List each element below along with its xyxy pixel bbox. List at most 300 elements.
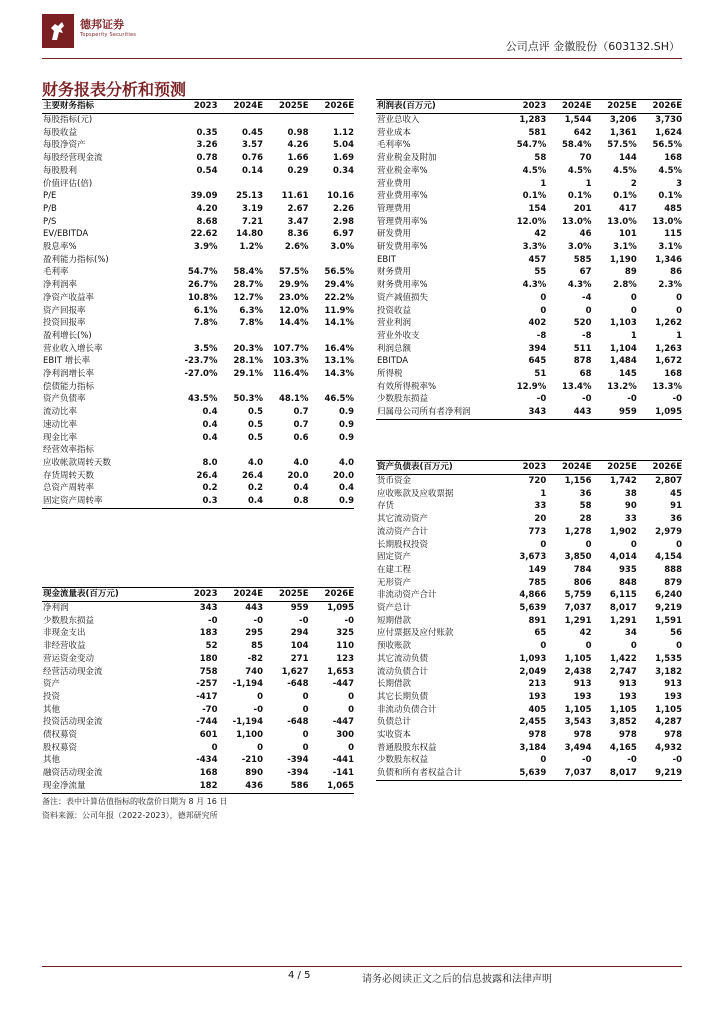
row-label: 毛利率 (43, 267, 69, 278)
row-label: 有效所得税率% (377, 381, 437, 392)
row-label: 营业费用 (377, 178, 412, 189)
table-row (42, 139, 354, 152)
value-cell: 1,361 (609, 127, 637, 138)
section-title: 财务报表分析和预测 (42, 80, 187, 99)
row-label: EV/EBITDA (43, 229, 89, 240)
value-cell: 89 (624, 267, 637, 278)
year-header-cell: 2025E (592, 461, 637, 475)
value-cell: 4.0 (293, 457, 309, 468)
row-label: 负债总计 (377, 717, 412, 728)
value-cell: 48.1% (279, 394, 309, 405)
value-cell: 29.9% (279, 280, 309, 291)
row-label: P/S (43, 216, 57, 227)
value-cell: 1 (585, 178, 592, 189)
value-cell: 891 (528, 615, 547, 626)
value-cell: 402 (528, 318, 547, 329)
value-cell: 4.0 (338, 457, 354, 468)
table-row (42, 254, 354, 267)
value-cell: 0 (302, 730, 309, 741)
value-cell: -434 (196, 755, 218, 766)
value-cell: 0 (540, 305, 547, 316)
value-cell: 58 (534, 153, 547, 164)
value-cell: 54.7% (188, 267, 218, 278)
value-cell: 58 (579, 501, 592, 512)
value-cell: 28.1% (233, 356, 263, 367)
value-cell: 0.9 (338, 407, 354, 418)
table-row (376, 254, 682, 267)
table-row (42, 653, 354, 666)
value-cell: 1,346 (655, 254, 682, 265)
value-cell: 2.6% (284, 242, 309, 253)
row-label: 盈利能力指标(%) (43, 254, 109, 265)
value-cell: 0.35 (196, 127, 218, 138)
value-cell: 1,627 (281, 666, 309, 677)
table-row (42, 704, 354, 717)
value-cell: 22.62 (190, 229, 218, 240)
value-cell: 13.4% (562, 381, 592, 392)
table-row (376, 279, 682, 292)
row-label: 营业总收入 (377, 115, 420, 125)
value-cell: 935 (619, 564, 637, 575)
value-cell: 3.9% (193, 242, 218, 253)
table-row (376, 488, 682, 501)
row-label: 其它长期负债 (377, 691, 429, 702)
value-cell: 1,262 (655, 318, 682, 329)
value-cell: 193 (573, 691, 592, 702)
value-cell: 3,494 (564, 742, 592, 753)
value-cell: 14.3% (324, 369, 354, 380)
value-cell: -0 (344, 615, 354, 626)
value-cell: 67 (579, 267, 592, 278)
value-cell: 7.8% (193, 318, 218, 329)
row-label: 管理费用率% (377, 216, 428, 227)
value-cell: 2.8% (613, 280, 637, 291)
row-label: 营业利润 (377, 318, 412, 329)
value-cell: 1,105 (609, 704, 637, 715)
value-cell: 325 (336, 628, 354, 639)
value-cell: 26.4 (242, 470, 263, 481)
value-cell: 457 (528, 254, 547, 265)
value-cell: 193 (664, 691, 682, 702)
table-row (42, 343, 354, 356)
value-cell: 1,291 (564, 615, 592, 626)
row-label: 应收帐款周转天数 (43, 457, 112, 468)
row-label: 价值评估(倍) (43, 178, 93, 189)
value-cell: 26.4 (196, 470, 218, 481)
table-row (376, 729, 682, 742)
table-row (42, 615, 354, 628)
value-cell: -27.0% (184, 369, 218, 380)
value-cell: 3.1% (613, 242, 637, 253)
value-cell: 1,653 (327, 666, 354, 677)
table-row (376, 393, 682, 406)
value-cell: 58.4% (233, 267, 263, 278)
value-cell: 4,165 (609, 742, 637, 753)
table-row (376, 704, 682, 717)
table-row (376, 551, 682, 564)
row-label: 融资活动现金流 (43, 768, 103, 779)
table-row (42, 729, 354, 742)
value-cell: 0.2 (247, 483, 263, 494)
table-row (42, 292, 354, 305)
value-cell: 0 (540, 755, 547, 766)
table-row (376, 114, 682, 127)
value-cell: 182 (172, 780, 218, 793)
row-label: 净利润率 (43, 280, 78, 291)
row-label: 应收账款及应收票据 (377, 488, 454, 499)
value-cell: 6,115 (609, 590, 637, 601)
value-cell: 585 (573, 254, 592, 265)
value-cell: 13.2% (607, 381, 637, 392)
value-cell (263, 381, 309, 394)
value-cell: 959 (592, 406, 637, 419)
table-row (42, 691, 354, 704)
year-header-cell: 2025E (263, 100, 309, 114)
table-row (376, 330, 682, 343)
table-row (376, 513, 682, 526)
value-cell: 7,037 (564, 603, 592, 614)
table-row (376, 406, 682, 419)
value-cell: 2,979 (655, 526, 682, 537)
value-cell: 0.4 (202, 419, 218, 430)
value-cell: 785 (528, 577, 547, 588)
value-cell: 85 (251, 641, 263, 652)
value-cell: 978 (573, 730, 592, 741)
value-cell: 1,095 (637, 406, 682, 419)
value-cell (263, 330, 309, 343)
value-cell: 878 (573, 356, 592, 367)
value-cell: 0 (302, 742, 309, 753)
table-row (42, 678, 354, 691)
row-label: 偿债能力指标 (43, 381, 95, 392)
value-cell: 485 (664, 203, 682, 214)
value-cell: 642 (573, 127, 592, 138)
table-row (42, 432, 354, 445)
table-row (42, 178, 354, 191)
value-cell: 3,850 (564, 552, 592, 563)
value-cell: 0 (348, 742, 354, 753)
row-label: 净利润 (43, 603, 69, 613)
value-cell: 213 (528, 679, 547, 690)
year-header-cell: 2024E (218, 100, 264, 114)
value-cell: 394 (528, 343, 547, 354)
value-cell: 1,093 (519, 653, 547, 664)
value-cell: 0.2 (202, 483, 218, 494)
table-row (42, 190, 354, 203)
value-cell: 0.6 (293, 432, 309, 443)
row-label: EBIT (377, 254, 396, 265)
table-row (42, 203, 354, 216)
value-cell: 1,535 (655, 653, 682, 664)
value-cell: 4,287 (655, 717, 682, 728)
table-row (42, 216, 354, 229)
value-cell: 2.67 (287, 203, 309, 214)
value-cell: 68 (579, 369, 592, 380)
row-label: 存货 (377, 501, 395, 512)
value-cell: 36 (579, 488, 592, 499)
table-row (42, 241, 354, 254)
value-cell: -210 (241, 755, 263, 766)
row-label: 每股股利 (43, 165, 78, 176)
value-cell: 9,219 (655, 603, 682, 614)
row-label: 预收账款 (377, 641, 412, 652)
value-cell: 12.0% (516, 216, 547, 227)
row-label: 速动比率 (43, 419, 78, 430)
value-cell: 91 (670, 501, 682, 512)
value-cell: 3.57 (242, 140, 263, 151)
table-row (376, 678, 682, 691)
value-cell: 0 (302, 691, 309, 702)
value-cell: 0.45 (242, 127, 263, 138)
value-cell: 0.8 (263, 495, 309, 508)
value-cell (263, 254, 309, 267)
brand-name-en: Topsperity Securities (80, 32, 137, 38)
value-cell: 2 (630, 178, 637, 189)
table-row (42, 152, 354, 165)
row-label: 货币资金 (377, 476, 412, 486)
value-cell: 0.4 (338, 483, 354, 494)
value-cell: 300 (336, 730, 354, 741)
row-label: 其它流动资产 (377, 514, 429, 525)
row-label: 负债和所有者权益合计 (376, 767, 501, 780)
disclaimer-text: 请务必阅读正文之后的信息披露和法律声明 (362, 974, 552, 985)
value-cell: 43.5% (188, 394, 218, 405)
value-cell (172, 254, 218, 267)
table-row (376, 139, 682, 152)
value-cell: 0.9 (338, 419, 354, 430)
cash-flow-statement-table (42, 587, 354, 794)
value-cell: 978 (528, 730, 547, 741)
value-cell: 28.7% (233, 280, 263, 291)
value-cell: 4,154 (655, 552, 682, 563)
value-cell (218, 444, 264, 457)
value-cell: -0 (627, 394, 637, 405)
row-label: 营业税金率% (377, 165, 428, 176)
value-cell (309, 381, 355, 394)
value-cell: 90 (624, 501, 637, 512)
value-cell: 22.2% (324, 292, 354, 303)
value-cell: 4.5% (522, 165, 547, 176)
table-row (376, 127, 682, 140)
value-cell: -441 (332, 755, 354, 766)
value-cell: 511 (573, 343, 592, 354)
table-row (376, 640, 682, 653)
value-cell (172, 178, 218, 191)
value-cell: 4.5% (567, 165, 592, 176)
value-cell: 1,105 (564, 704, 592, 715)
value-cell: 3.19 (242, 203, 263, 214)
value-cell: 0.1% (567, 191, 592, 202)
row-label: 其他 (43, 755, 61, 766)
value-cell: 5,759 (564, 590, 592, 601)
value-cell: 0 (630, 305, 637, 316)
value-cell: 20.3% (233, 343, 263, 354)
table-title-cell: 现金流量表(百万元) (42, 588, 172, 602)
table-row (42, 602, 354, 615)
value-cell: 959 (290, 603, 309, 613)
row-label: 在建工程 (377, 564, 412, 575)
table-row (376, 266, 682, 279)
row-label: 营运资金变动 (43, 653, 95, 664)
value-cell (218, 178, 264, 191)
value-cell: 25.13 (236, 191, 263, 202)
value-cell: 14.4% (279, 318, 309, 329)
value-cell: 1,283 (519, 115, 547, 125)
value-cell: 4.3% (567, 280, 592, 291)
row-label: 流动负债合计 (377, 666, 429, 677)
key-financial-indicators-table (42, 99, 354, 509)
value-cell: 3 (676, 178, 682, 189)
year-header-cell: 2024E (546, 100, 591, 114)
value-cell: 417 (619, 203, 637, 214)
income-statement-table (376, 99, 682, 420)
row-label: 总资产周转率 (43, 483, 95, 494)
value-cell: 42 (534, 229, 547, 240)
value-cell: 3,852 (609, 717, 637, 728)
row-label: 投资 (43, 691, 61, 702)
value-cell: 11.9% (324, 305, 354, 316)
value-cell: 13.1% (324, 356, 354, 367)
balance-sheet-table (376, 460, 682, 781)
value-cell: 4,866 (519, 590, 547, 601)
table-header-row (376, 461, 682, 475)
value-cell: 193 (528, 691, 547, 702)
value-cell: 38 (624, 488, 637, 499)
table-row (376, 381, 682, 394)
value-cell: 39.09 (190, 191, 218, 202)
value-cell: 0.1% (522, 191, 547, 202)
table-row (42, 114, 354, 127)
value-cell: 294 (290, 628, 309, 639)
value-cell: 0.78 (196, 153, 218, 164)
value-cell: 0.4 (218, 495, 264, 508)
table-row (376, 317, 682, 330)
value-cell: 443 (245, 603, 263, 613)
table-header-row (376, 100, 682, 114)
value-cell: 6.97 (333, 229, 354, 240)
value-cell: 0 (630, 292, 637, 303)
row-label: 利润总额 (377, 343, 412, 354)
value-cell: 0.5 (247, 419, 263, 430)
row-label: 其它流动负债 (377, 653, 429, 664)
value-cell: 0 (211, 742, 218, 753)
row-label: 非流动资产合计 (377, 590, 437, 601)
value-cell: -257 (196, 679, 218, 690)
value-cell: 2.3% (658, 280, 682, 291)
value-cell: 4.3% (522, 280, 547, 291)
row-label: 无形资产 (377, 577, 412, 588)
table-row (376, 691, 682, 704)
table-row (42, 165, 354, 178)
value-cell: 13.0% (562, 216, 592, 227)
row-label: 其他 (43, 704, 61, 715)
value-cell: 1 (630, 330, 637, 341)
value-cell: 70 (579, 153, 592, 164)
value-cell: 4,014 (609, 552, 637, 563)
row-label: 债权募资 (43, 730, 78, 741)
value-cell: 5,639 (501, 767, 546, 780)
value-cell: 55 (534, 267, 547, 278)
value-cell: 14.1% (324, 318, 354, 329)
table-row (376, 500, 682, 513)
value-cell: -0 (582, 394, 592, 405)
value-cell: 7.21 (242, 216, 263, 227)
year-header-cell: 2026E (637, 461, 682, 475)
table-note: 备注：表中计算估值指标的收盘价日期为 8 月 16 日 (42, 797, 228, 806)
value-cell: 581 (528, 127, 547, 138)
value-cell: 45 (670, 488, 682, 499)
value-cell: 0 (585, 641, 592, 652)
value-cell: 183 (199, 628, 218, 639)
value-cell: 0.5 (247, 407, 263, 418)
value-cell: 0.1% (658, 191, 682, 202)
value-cell: -744 (196, 717, 218, 728)
table-row (376, 742, 682, 755)
value-cell: 46 (579, 229, 592, 240)
value-cell: 0.7 (293, 407, 309, 418)
row-label: 营业收入增长率 (43, 343, 103, 354)
value-cell: 0 (540, 641, 547, 652)
value-cell: 0.3 (172, 495, 218, 508)
year-header-cell: 2025E (592, 100, 637, 114)
value-cell: 0.54 (196, 165, 218, 176)
value-cell: 1.12 (333, 127, 354, 138)
value-cell: 0.4 (293, 483, 309, 494)
value-cell: -648 (287, 679, 309, 690)
value-cell: 8.68 (196, 216, 218, 227)
value-cell: 1,291 (609, 615, 637, 626)
value-cell: 343 (501, 406, 546, 419)
value-cell: 2,747 (609, 666, 637, 677)
page-number: 4 / 5 (288, 970, 311, 981)
table-row (42, 780, 354, 793)
value-cell: 56.5% (324, 267, 354, 278)
value-cell: 1,105 (564, 653, 592, 664)
row-label: 净利润增长率 (43, 369, 95, 380)
company-logo (42, 14, 74, 48)
value-cell: 2.98 (333, 216, 354, 227)
row-label: 营业成本 (377, 127, 412, 138)
value-cell: 101 (619, 229, 637, 240)
value-cell: 28 (579, 514, 592, 525)
value-cell: 436 (218, 780, 264, 793)
value-cell: 4.5% (658, 165, 682, 176)
value-cell: -394 (287, 768, 309, 779)
value-cell: 0 (257, 691, 263, 702)
value-cell: 115 (664, 229, 682, 240)
table-row (42, 754, 354, 767)
table-row (42, 381, 354, 394)
row-label: 营业税金及附加 (377, 153, 437, 164)
table-row (376, 190, 682, 203)
value-cell: 443 (546, 406, 591, 419)
value-cell (172, 381, 218, 394)
table-row (376, 216, 682, 229)
value-cell: 913 (573, 679, 592, 690)
value-cell: 11.61 (281, 191, 309, 202)
value-cell: 1,263 (655, 343, 682, 354)
value-cell: 0 (630, 539, 637, 550)
footer-divider (42, 966, 682, 967)
value-cell: 20.0 (333, 470, 354, 481)
table-header-row (42, 588, 354, 602)
value-cell: 16.4% (324, 343, 354, 354)
table-title-cell: 主要财务指标 (42, 100, 172, 114)
value-cell: 1,672 (655, 356, 682, 367)
value-cell: 86 (670, 267, 682, 278)
table-row (42, 317, 354, 330)
value-cell: 46.5% (324, 394, 354, 405)
